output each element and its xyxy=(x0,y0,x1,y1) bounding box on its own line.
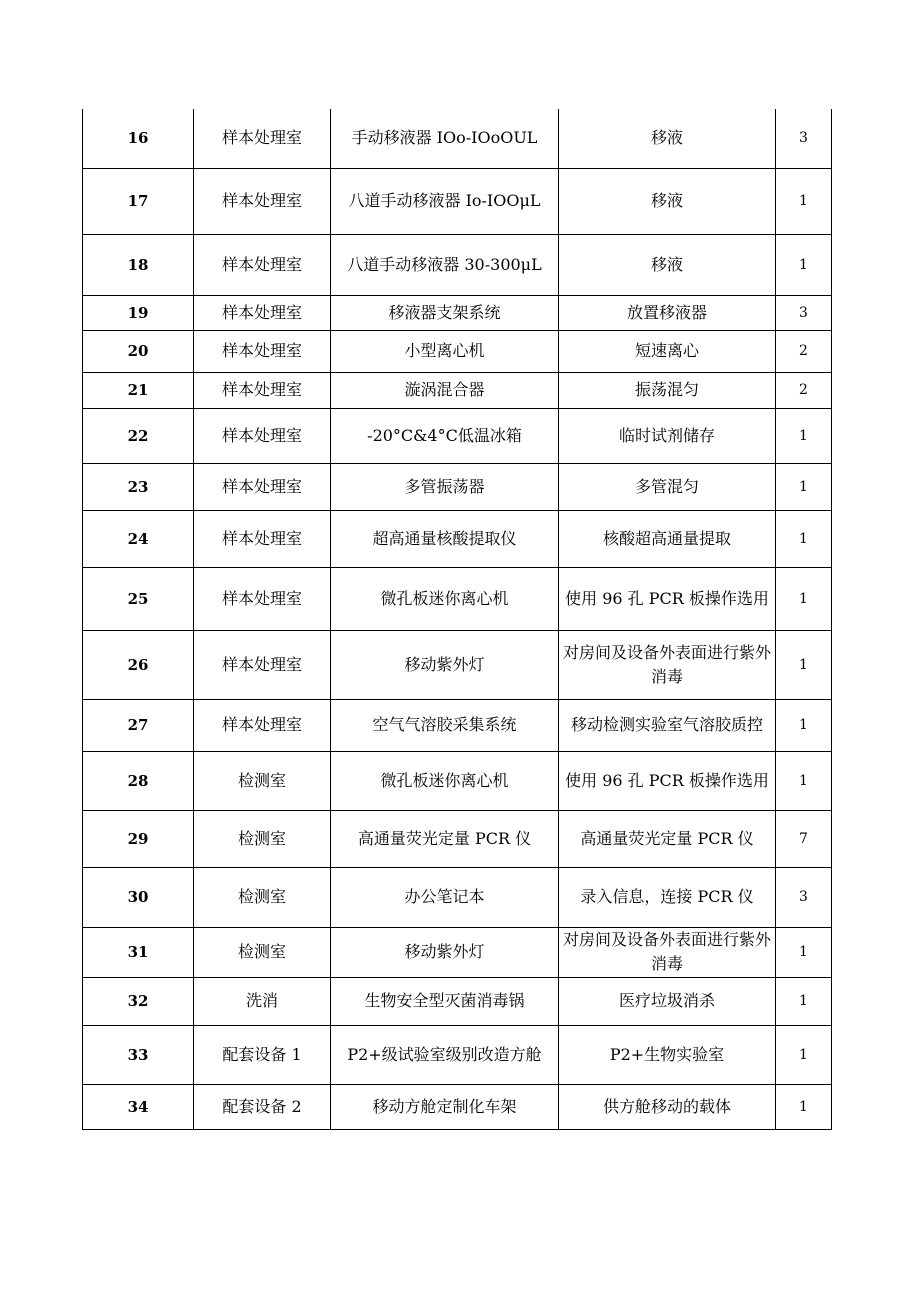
equipment-cell: -20°C&4°C低温冰箱 xyxy=(331,408,559,463)
equipment-cell: 八道手动移液器 30-300μL xyxy=(331,234,559,295)
table-row xyxy=(83,408,832,463)
purpose-cell: 高通量荧光定量 PCR 仪 xyxy=(559,810,776,867)
row-number: 29 xyxy=(83,810,194,867)
row-number: 26 xyxy=(83,630,194,699)
row-number: 16 xyxy=(83,109,194,168)
quantity-cell: 1 xyxy=(776,408,832,463)
room-cell: 样本处理室 xyxy=(194,168,331,234)
table-row xyxy=(83,977,832,1025)
row-number: 32 xyxy=(83,977,194,1025)
equipment-cell: 办公笔记本 xyxy=(331,867,559,927)
room-cell: 样本处理室 xyxy=(194,463,331,510)
table-row xyxy=(83,510,832,567)
quantity-cell: 3 xyxy=(776,109,832,168)
row-number: 30 xyxy=(83,867,194,927)
table-row xyxy=(83,567,832,630)
table-row xyxy=(83,1084,832,1129)
equipment-cell: 移动紫外灯 xyxy=(331,927,559,977)
room-cell: 样本处理室 xyxy=(194,699,331,751)
row-number: 23 xyxy=(83,463,194,510)
purpose-cell: P2+生物实验室 xyxy=(559,1025,776,1084)
purpose-cell: 移动检测实验室气溶胶质控 xyxy=(559,699,776,751)
equipment-cell: 空气气溶胶采集系统 xyxy=(331,699,559,751)
row-number: 33 xyxy=(83,1025,194,1084)
quantity-cell: 1 xyxy=(776,630,832,699)
purpose-cell: 多管混匀 xyxy=(559,463,776,510)
table-row xyxy=(83,751,832,810)
purpose-cell: 录入信息，连接 PCR 仪 xyxy=(559,867,776,927)
equipment-cell: 多管振荡器 xyxy=(331,463,559,510)
room-cell: 配套设备 1 xyxy=(194,1025,331,1084)
room-cell: 检测室 xyxy=(194,810,331,867)
quantity-cell: 1 xyxy=(776,567,832,630)
purpose-cell: 短速离心 xyxy=(559,330,776,372)
purpose-cell: 移液 xyxy=(559,109,776,168)
table-row xyxy=(83,168,832,234)
room-cell: 样本处理室 xyxy=(194,330,331,372)
table-row xyxy=(83,372,832,408)
quantity-cell: 2 xyxy=(776,330,832,372)
row-number: 27 xyxy=(83,699,194,751)
quantity-cell: 1 xyxy=(776,510,832,567)
table-row xyxy=(83,463,832,510)
purpose-cell: 移液 xyxy=(559,234,776,295)
purpose-cell: 临时试剂储存 xyxy=(559,408,776,463)
row-number: 19 xyxy=(83,295,194,330)
room-cell: 检测室 xyxy=(194,867,331,927)
quantity-cell: 3 xyxy=(776,295,832,330)
equipment-cell: 移动方舱定制化车架 xyxy=(331,1084,559,1129)
room-cell: 洗消 xyxy=(194,977,331,1025)
purpose-cell: 使用 96 孔 PCR 板操作选用 xyxy=(559,567,776,630)
row-number: 21 xyxy=(83,372,194,408)
room-cell: 样本处理室 xyxy=(194,630,331,699)
room-cell: 样本处理室 xyxy=(194,408,331,463)
table-row xyxy=(83,109,832,168)
room-cell: 检测室 xyxy=(194,927,331,977)
quantity-cell: 3 xyxy=(776,867,832,927)
equipment-cell: 微孔板迷你离心机 xyxy=(331,751,559,810)
equipment-cell: 手动移液器 IOo-IOoOUL xyxy=(331,109,559,168)
quantity-cell: 1 xyxy=(776,977,832,1025)
row-number: 34 xyxy=(83,1084,194,1129)
equipment-cell: 超高通量核酸提取仪 xyxy=(331,510,559,567)
purpose-cell: 放置移液器 xyxy=(559,295,776,330)
room-cell: 样本处理室 xyxy=(194,510,331,567)
table-row xyxy=(83,630,832,699)
purpose-cell: 对房间及设备外表面进行紫外消毒 xyxy=(559,630,776,699)
purpose-cell: 移液 xyxy=(559,168,776,234)
row-number: 20 xyxy=(83,330,194,372)
table-row xyxy=(83,699,832,751)
room-cell: 样本处理室 xyxy=(194,109,331,168)
quantity-cell: 7 xyxy=(776,810,832,867)
row-number: 31 xyxy=(83,927,194,977)
equipment-cell: 移动紫外灯 xyxy=(331,630,559,699)
equipment-cell: P2+级试验室级别改造方舱 xyxy=(331,1025,559,1084)
quantity-cell: 2 xyxy=(776,372,832,408)
equipment-cell: 微孔板迷你离心机 xyxy=(331,567,559,630)
equipment-cell: 漩涡混合器 xyxy=(331,372,559,408)
quantity-cell: 1 xyxy=(776,927,832,977)
equipment-cell: 八道手动移液器 Io-IOOμL xyxy=(331,168,559,234)
room-cell: 样本处理室 xyxy=(194,234,331,295)
room-cell: 样本处理室 xyxy=(194,372,331,408)
table-row xyxy=(83,867,832,927)
table-row xyxy=(83,295,832,330)
quantity-cell: 1 xyxy=(776,234,832,295)
room-cell: 样本处理室 xyxy=(194,567,331,630)
table-row xyxy=(83,927,832,977)
quantity-cell: 1 xyxy=(776,699,832,751)
equipment-cell: 移液器支架系统 xyxy=(331,295,559,330)
row-number: 22 xyxy=(83,408,194,463)
purpose-cell: 振荡混匀 xyxy=(559,372,776,408)
equipment-table-body xyxy=(83,109,832,1129)
equipment-cell: 生物安全型灭菌消毒锅 xyxy=(331,977,559,1025)
equipment-cell: 高通量荧光定量 PCR 仪 xyxy=(331,810,559,867)
room-cell: 样本处理室 xyxy=(194,295,331,330)
quantity-cell: 1 xyxy=(776,463,832,510)
purpose-cell: 使用 96 孔 PCR 板操作选用 xyxy=(559,751,776,810)
quantity-cell: 1 xyxy=(776,751,832,810)
equipment-cell: 小型离心机 xyxy=(331,330,559,372)
purpose-cell: 核酸超高通量提取 xyxy=(559,510,776,567)
row-number: 28 xyxy=(83,751,194,810)
table-row xyxy=(83,234,832,295)
room-cell: 检测室 xyxy=(194,751,331,810)
quantity-cell: 1 xyxy=(776,1025,832,1084)
table-row xyxy=(83,330,832,372)
purpose-cell: 医疗垃圾消杀 xyxy=(559,977,776,1025)
room-cell: 配套设备 2 xyxy=(194,1084,331,1129)
row-number: 17 xyxy=(83,168,194,234)
equipment-table xyxy=(82,109,832,1130)
quantity-cell: 1 xyxy=(776,168,832,234)
quantity-cell: 1 xyxy=(776,1084,832,1129)
purpose-cell: 供方舱移动的载体 xyxy=(559,1084,776,1129)
table-row xyxy=(83,1025,832,1084)
row-number: 18 xyxy=(83,234,194,295)
row-number: 24 xyxy=(83,510,194,567)
table-row xyxy=(83,810,832,867)
purpose-cell: 对房间及设备外表面进行紫外消毒 xyxy=(559,927,776,977)
row-number: 25 xyxy=(83,567,194,630)
